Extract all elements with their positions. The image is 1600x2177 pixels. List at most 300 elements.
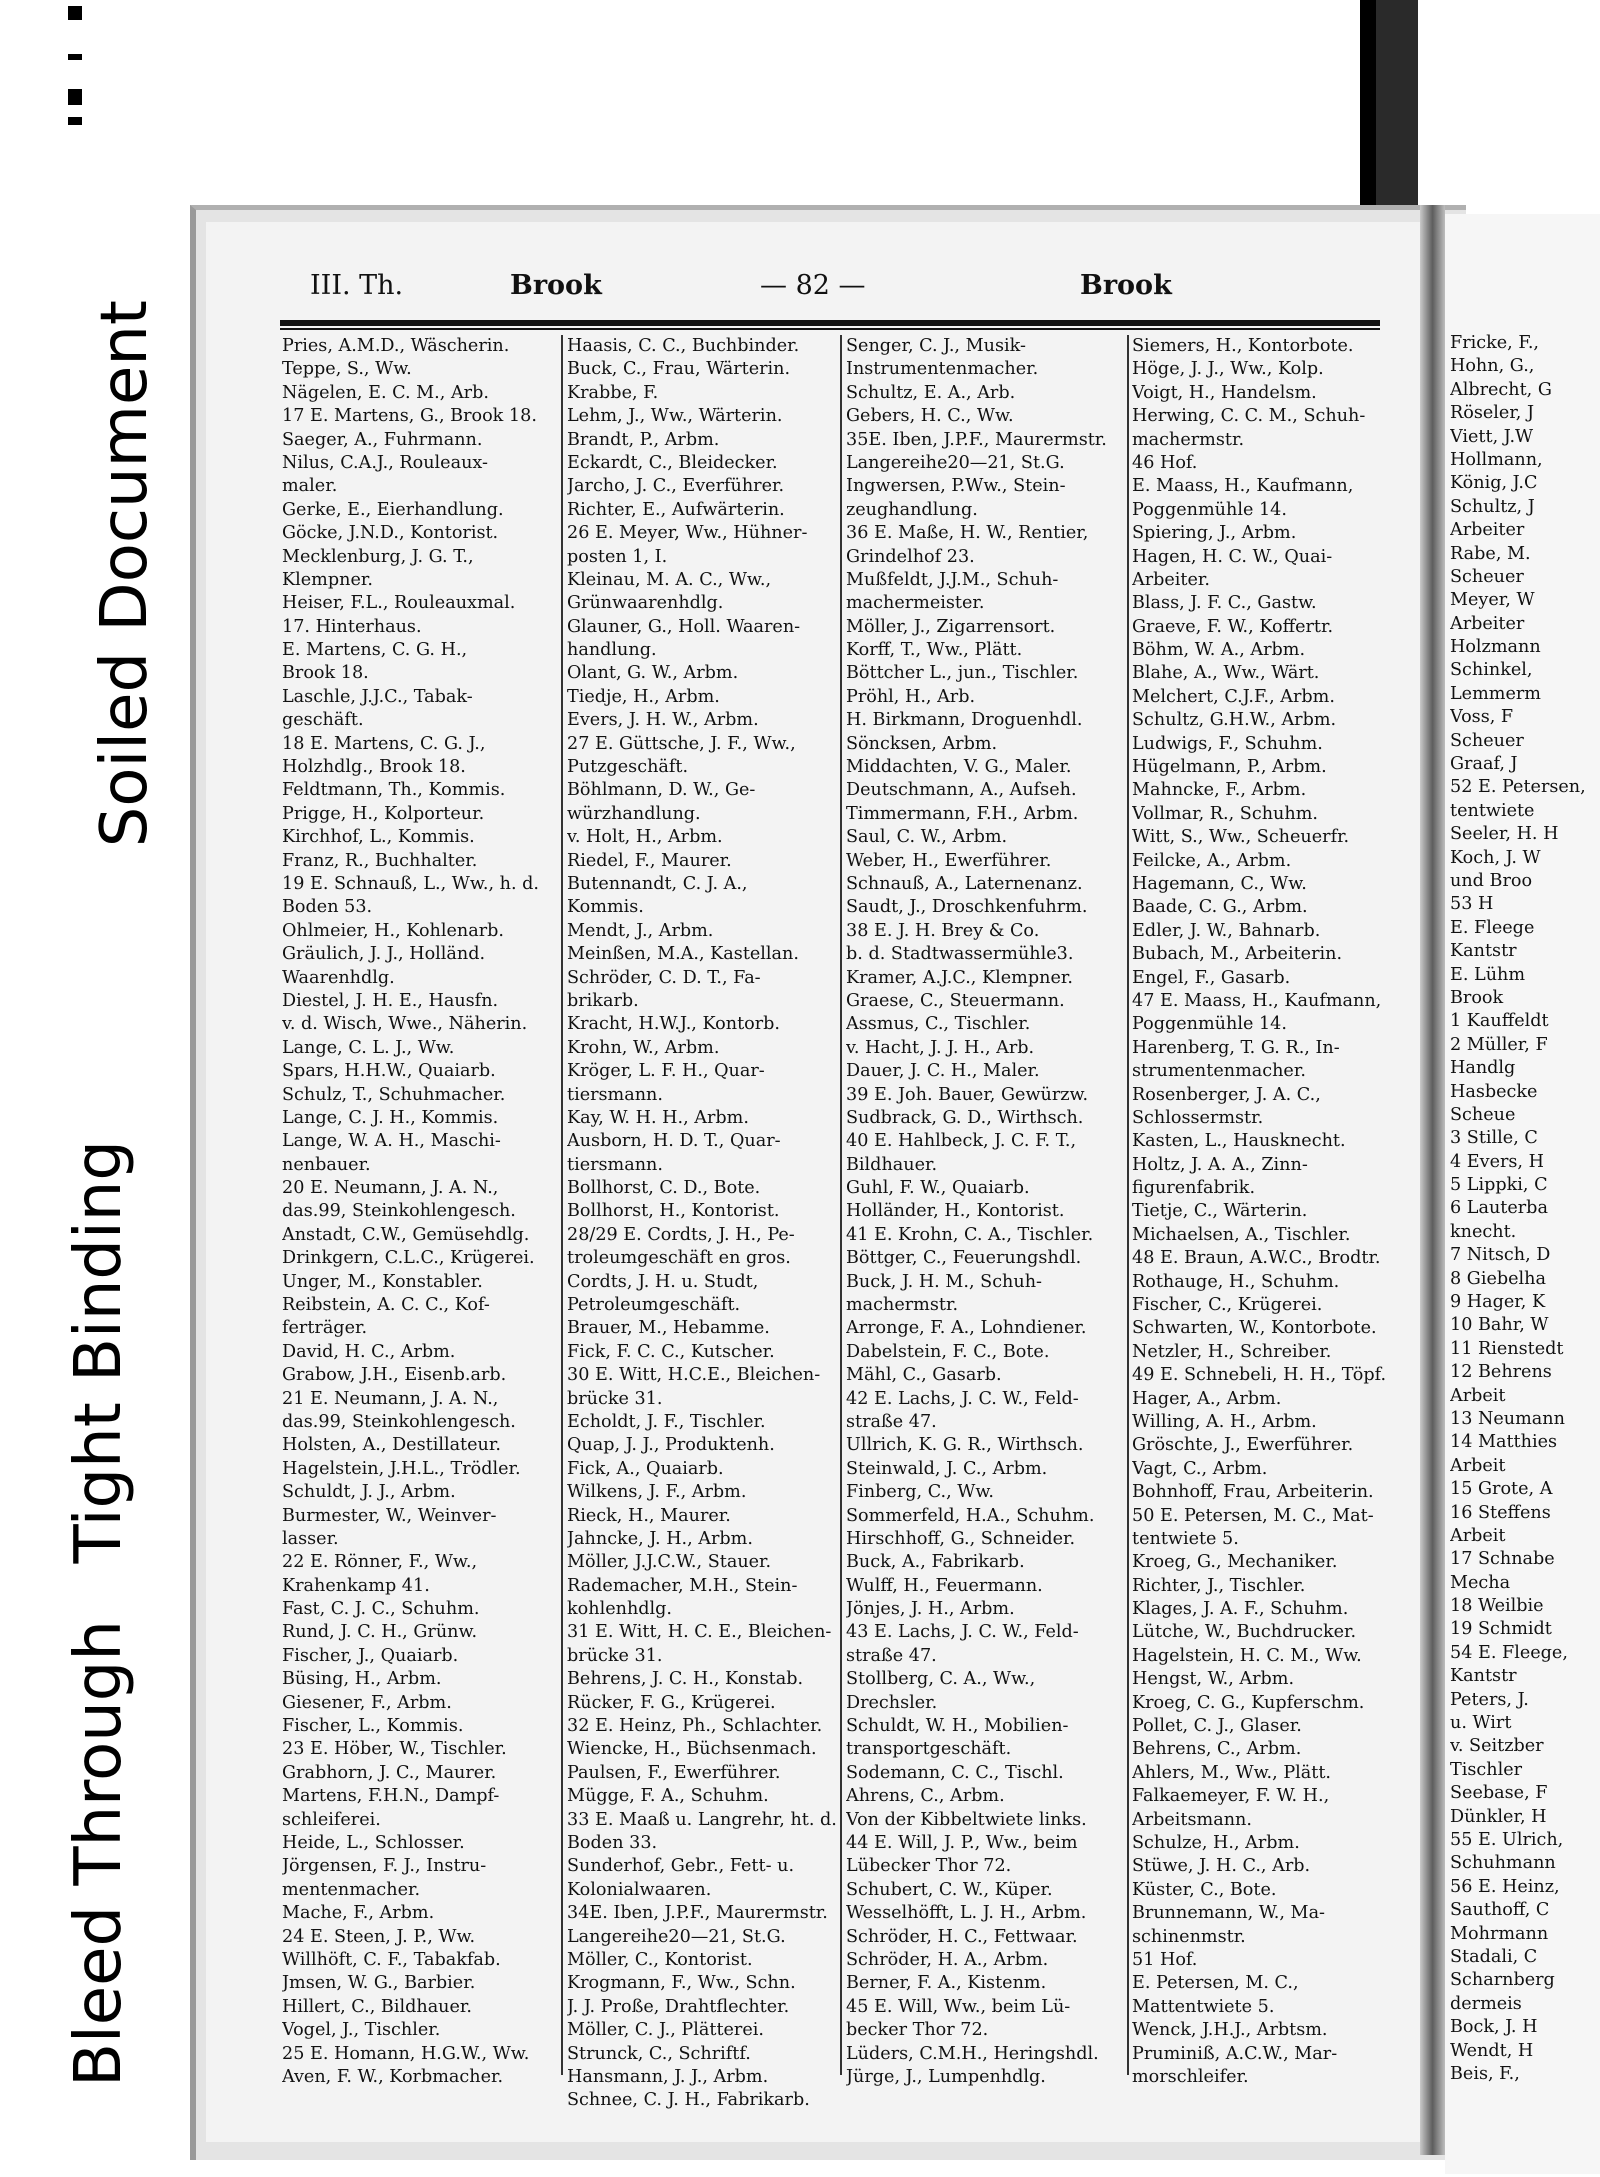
- directory-entry-line: Scheuer: [1450, 730, 1524, 751]
- directory-entry-line: Witt, S., Ww., Scheuerfr.: [1132, 827, 1350, 848]
- directory-entry-line: Finberg, C., Ww.: [846, 1482, 994, 1503]
- directory-entry-line: Ahlers, M., Ww., Plätt.: [1132, 1762, 1332, 1783]
- directory-entry-line: machermstr.: [846, 1295, 959, 1316]
- directory-entry-line: Unger, M., Konstabler.: [282, 1271, 483, 1292]
- directory-entry-line: Hirschhoff, G., Schneider.: [846, 1528, 1076, 1549]
- directory-entry-line: 14 Matthies: [1450, 1432, 1558, 1453]
- directory-entry-line: Harenberg, T. G. R., In-: [1132, 1037, 1340, 1058]
- directory-entry-line: Kracht, H.W.J., Kontorb.: [567, 1014, 781, 1035]
- directory-entry-line: brikarb.: [567, 990, 639, 1011]
- directory-entry-line: Burmester, W., Weinver-: [282, 1505, 497, 1526]
- directory-entry-line: Tiedje, H., Arbm.: [567, 686, 720, 707]
- directory-entry-line: David, H. C., Arbm.: [282, 1341, 456, 1362]
- directory-entry-line: 8 Giebelha: [1450, 1268, 1547, 1289]
- directory-entry-line: 2 Müller, F: [1450, 1034, 1548, 1055]
- directory-entry-line: machermstr.: [1132, 429, 1245, 450]
- cropped-label-fragment: [50, 0, 90, 290]
- directory-entry-line: Martens, F.H.N., Dampf-: [282, 1786, 500, 1807]
- directory-entry-line: Viett, J.W: [1450, 426, 1534, 447]
- directory-entry-line: Teppe, S., Ww.: [282, 359, 412, 380]
- directory-entry-line: 56 E. Heinz,: [1450, 1876, 1560, 1897]
- directory-entry-line: morschleifer.: [1132, 2066, 1249, 2087]
- directory-entry-line: Dabelstein, F. C., Bote.: [846, 1341, 1050, 1362]
- directory-entry-line: 48 E. Braun, A.W.C., Brodtr.: [1132, 1248, 1381, 1269]
- directory-entry-line: Ahrens, C., Arbm.: [846, 1786, 1005, 1807]
- directory-entry-line: Handlg: [1450, 1058, 1516, 1079]
- directory-entry-line: Edler, J. W., Bahnarb.: [1132, 920, 1321, 941]
- directory-entry-line: Rademacher, M.H., Stein-: [567, 1575, 798, 1596]
- column-divider: [840, 335, 842, 2075]
- directory-entry-line: 21 E. Neumann, J. A. N.,: [282, 1388, 499, 1409]
- directory-entry-line: Stüwe, J. H. C., Arb.: [1132, 1856, 1311, 1877]
- directory-entry-line: Spiering, J., Arbm.: [1132, 523, 1297, 544]
- directory-entry-line: Jmsen, W. G., Barbier.: [282, 1973, 476, 1994]
- directory-entry-line: E. Lühm: [1450, 964, 1526, 985]
- directory-entry-line: 16 Steffens: [1450, 1502, 1551, 1523]
- directory-entry-line: 22 E. Rönner, F., Ww.,: [282, 1552, 478, 1573]
- directory-entry-line: Brandt, P., Arbm.: [567, 429, 720, 450]
- directory-entry-line: b. d. Stadtwassermühle3.: [846, 944, 1074, 965]
- directory-entry-line: Arbeit: [1450, 1455, 1506, 1476]
- directory-entry-line: Nägelen, E. C. M., Arb.: [282, 382, 489, 403]
- directory-entry-line: Hügelmann, P., Arbm.: [1132, 757, 1327, 778]
- directory-entry-line: E. Fleege: [1450, 917, 1535, 938]
- directory-entry-line: Richter, E., Aufwärterin.: [567, 499, 785, 520]
- directory-entry-line: Diestel, J. H. E., Hausfn.: [282, 990, 499, 1011]
- directory-entry-line: Saudt, J., Droschkenfuhrm.: [846, 897, 1088, 918]
- directory-entry-line: Wendt, H: [1450, 2040, 1534, 2061]
- directory-entry-line: Schuldt, J. J., Arbm.: [282, 1482, 456, 1503]
- directory-entry-line: Schultz, E. A., Arb.: [846, 382, 1016, 403]
- directory-entry-line: Grindelhof 23.: [846, 546, 975, 567]
- directory-entry-line: Feldtmann, Th., Kommis.: [282, 780, 506, 801]
- directory-entry-line: tiersmann.: [567, 1154, 663, 1175]
- directory-entry-line: Fick, F. C. C., Kutscher.: [567, 1341, 775, 1362]
- directory-entry-line: Jönjes, J. H., Arbm.: [846, 1599, 1015, 1620]
- directory-entry-line: 15 Grote, A: [1450, 1479, 1553, 1500]
- directory-entry-line: 10 Bahr, W: [1450, 1315, 1549, 1336]
- directory-entry-line: Buck, C., Frau, Wärterin.: [567, 359, 791, 380]
- directory-entry-line: Vollmar, R., Schuhm.: [1132, 803, 1318, 824]
- directory-entry-line: Scheuer: [1450, 566, 1524, 587]
- directory-entry-line: 40 E. Hahlbeck, J. C. F. T.,: [846, 1131, 1077, 1152]
- directory-entry-line: 3 Stille, C: [1450, 1128, 1538, 1149]
- directory-entry-line: brücke 31.: [567, 1645, 663, 1666]
- directory-entry-line: Falkaemeyer, F. W. H.,: [1132, 1786, 1330, 1807]
- directory-entry-line: Pollet, C. J., Glaser.: [1132, 1716, 1302, 1737]
- directory-entry-line: Vagt, C., Arbm.: [1132, 1458, 1268, 1479]
- directory-entry-line: kohlenhdlg.: [567, 1599, 673, 1620]
- page-number: — 82 —: [760, 270, 866, 301]
- directory-entry-line: Rieck, H., Maurer.: [567, 1505, 731, 1526]
- directory-entry-line: und Broo: [1450, 870, 1533, 891]
- directory-entry-line: Hollmann,: [1450, 449, 1543, 470]
- directory-entry-line: Hasbecke: [1450, 1081, 1538, 1102]
- directory-entry-line: Schulze, H., Arbm.: [1132, 1833, 1300, 1853]
- directory-entry-line: Willing, A. H., Arbm.: [1132, 1411, 1317, 1432]
- directory-entry-line: Böhlmann, D. W., Ge-: [567, 780, 756, 801]
- directory-entry-line: Möller, J., Zigarrensort.: [846, 616, 1056, 637]
- directory-entry-line: Pruminiß, A.C.W., Mar-: [1132, 2043, 1338, 2064]
- directory-entry-line: Arbeiter.: [1132, 569, 1210, 590]
- directory-entry-line: 35E. Iben, J.P.F., Maurermstr.: [846, 429, 1107, 450]
- directory-entry-line: Schuhmann: [1450, 1853, 1556, 1874]
- directory-entry-line: v. Hacht, J. J. H., Arb.: [846, 1037, 1035, 1058]
- directory-entry-line: 17 E. Martens, G., Brook 18.: [282, 406, 537, 427]
- directory-entry-line: Michaelsen, A., Tischler.: [1132, 1224, 1351, 1245]
- directory-entry-line: Tietje, C., Wärterin.: [1132, 1201, 1308, 1222]
- directory-entry-line: Stollberg, C. A., Ww.,: [846, 1669, 1036, 1690]
- directory-entry-line: Middachten, V. G., Maler.: [846, 757, 1072, 778]
- directory-entry-line: Brauer, M., Hebamme.: [567, 1318, 770, 1339]
- directory-entry-line: Lemmerm: [1450, 683, 1541, 704]
- directory-entry-line: handlung.: [567, 640, 657, 661]
- directory-entry-line: Peters, J.: [1450, 1689, 1529, 1710]
- directory-entry-line: Schnauß, A., Laternenanz.: [846, 873, 1083, 894]
- directory-entry-line: Röseler, J: [1450, 403, 1535, 424]
- directory-entry-line: mentenmacher.: [282, 1879, 421, 1900]
- directory-entry-line: 43 E. Lachs, J. C. W., Feld-: [846, 1622, 1079, 1643]
- directory-entry-line: Lüders, C.M.H., Heringshdl.: [846, 2043, 1099, 2064]
- directory-entry-line: Bubach, M., Arbeiterin.: [1132, 944, 1343, 965]
- directory-entry-line: Grabow, J.H., Eisenb.arb.: [282, 1365, 507, 1386]
- directory-entry-line: Hagelstein, J.H.L., Trödler.: [282, 1458, 521, 1479]
- directory-entry-line: 20 E. Neumann, J. A. N.,: [282, 1178, 499, 1199]
- directory-entry-line: 12 Behrens: [1450, 1362, 1552, 1383]
- directory-entry-line: Cordts, J. H. u. Studt,: [567, 1271, 759, 1292]
- directory-entry-line: Petroleumgeschäft.: [567, 1295, 741, 1316]
- directory-entry-line: Drechsler.: [846, 1692, 938, 1713]
- directory-entry-line: Poggenmühle 14.: [1132, 1014, 1287, 1035]
- directory-entry-line: Lange, C. L. J., Ww.: [282, 1037, 455, 1058]
- directory-entry-line: 17 Schnabe: [1450, 1549, 1555, 1570]
- directory-entry-line: Putzgeschäft.: [567, 757, 689, 778]
- directory-entry-line: Arbeitsmann.: [1132, 1809, 1252, 1830]
- directory-entry-line: Riedel, F., Maurer.: [567, 850, 732, 871]
- directory-entry-line: Lange, C. J. H., Kommis.: [282, 1107, 499, 1128]
- directory-entry-line: Echoldt, J. F., Tischler.: [567, 1411, 766, 1432]
- directory-entry-line: becker Thor 72.: [846, 2020, 989, 2041]
- directory-entry-line: Olant, G. W., Arbm.: [567, 663, 739, 684]
- directory-entry-line: tentwiete: [1450, 800, 1535, 821]
- directory-entry-line: Kröger, L. F. H., Quar-: [567, 1061, 765, 1082]
- directory-entry-line: 11 Rienstedt: [1450, 1338, 1564, 1359]
- directory-entry-line: Krohn, W., Arbm.: [567, 1037, 720, 1058]
- directory-entry-line: Vogel, J., Tischler.: [282, 2020, 441, 2041]
- directory-entry-line: Lange, W. A. H., Maschi-: [282, 1131, 501, 1152]
- directory-entry-line: Mähl, C., Gasarb.: [846, 1365, 1002, 1386]
- directory-entry-line: Schröder, H. A., Arbm.: [846, 1949, 1049, 1970]
- scan-background-corner: [1360, 0, 1600, 220]
- directory-entry-line: Berner, F. A., Kistenm.: [846, 1973, 1047, 1994]
- directory-entry-line: Sauthoff, C: [1450, 1900, 1550, 1921]
- directory-entry-line: Franz, R., Buchhalter.: [282, 850, 478, 871]
- directory-column-2: [567, 335, 837, 2113]
- directory-entry-line: 4 Evers, H: [1450, 1151, 1544, 1172]
- directory-entry-line: 39 E. Joh. Bauer, Gewürzw.: [846, 1084, 1089, 1105]
- directory-entry-line: geschäft.: [282, 710, 364, 731]
- directory-entry-line: Seebase, F: [1450, 1783, 1548, 1804]
- directory-entry-line: machermeister.: [846, 593, 985, 614]
- directory-entry-line: Höge, J. J., Ww., Kolp.: [1132, 359, 1324, 380]
- directory-entry-line: Glauner, G., Holl. Waaren-: [567, 616, 801, 637]
- directory-entry-line: lasser.: [282, 1528, 339, 1549]
- directory-entry-line: Instrumentenmacher.: [846, 359, 1039, 380]
- directory-entry-line: Kroeg, G., Mechaniker.: [1132, 1552, 1338, 1573]
- directory-entry-line: Mattentwiete 5.: [1132, 1996, 1275, 2017]
- directory-entry-line: Pröhl, H., Arb.: [846, 686, 976, 707]
- directory-column-1: [282, 335, 558, 2089]
- directory-entry-line: Dauer, J. C. H., Maler.: [846, 1061, 1040, 1082]
- directory-entry-line: Rund, J. C. H., Grünw.: [282, 1622, 478, 1643]
- directory-entry-line: Grabhorn, J. C., Maurer.: [282, 1762, 497, 1783]
- directory-entry-line: Krahenkamp 41.: [282, 1575, 430, 1596]
- directory-entry-line: Meyer, W: [1450, 590, 1535, 611]
- directory-entry-line: Krabbe, F.: [567, 382, 659, 403]
- directory-entry-line: Wiencke, H., Büchsenmach.: [567, 1739, 817, 1760]
- directory-entry-line: das.99, Steinkohlengesch.: [282, 1411, 516, 1432]
- directory-entry-line: Strunck, C., Schriftf.: [567, 2043, 751, 2064]
- directory-entry-line: Hengst, W., Arbm.: [1132, 1669, 1295, 1690]
- directory-entry-line: H. Birkmann, Droguenhdl.: [846, 710, 1083, 731]
- directory-entry-line: Engel, F., Gasarb.: [1132, 967, 1291, 988]
- directory-entry-line: Schröder, H. C., Fettwaar.: [846, 1926, 1078, 1947]
- directory-entry-line: Graaf, J: [1450, 754, 1518, 775]
- directory-entry-line: Jarcho, J. C., Everführer.: [567, 476, 785, 497]
- directory-entry-line: Von der Kibbeltwiete links.: [846, 1809, 1087, 1830]
- directory-entry-line: brücke 31.: [567, 1388, 663, 1409]
- directory-entry-line: Hansmann, J. J., Arbm.: [567, 2066, 769, 2087]
- directory-entry-line: Arbeit: [1450, 1385, 1506, 1406]
- directory-entry-line: das.99, Steinkohlengesch.: [282, 1201, 516, 1222]
- directory-entry-line: troleumgeschäft en gros.: [567, 1248, 791, 1269]
- directory-entry-line: Weber, H., Ewerführer.: [846, 850, 1052, 871]
- directory-entry-line: Heiser, F.L., Rouleauxmal.: [282, 593, 516, 614]
- directory-entry-line: 49 E. Schnebeli, H. H., Töpf.: [1132, 1365, 1387, 1386]
- directory-entry-line: König, J.C: [1450, 473, 1538, 494]
- directory-entry-line: Senger, C. J., Musik-: [846, 336, 1026, 356]
- directory-entry-line: Guhl, F. W., Quaiarb.: [846, 1178, 1030, 1199]
- directory-entry-line: 6 Lauterba: [1450, 1198, 1548, 1219]
- directory-entry-line: Krogmann, F., Ww., Schn.: [567, 1973, 796, 1994]
- directory-entry-line: Mahncke, F., Arbm.: [1132, 780, 1307, 801]
- directory-entry-line: 47 E. Maass, H., Kaufmann,: [1132, 990, 1382, 1011]
- directory-entry-line: Korff, T., Ww., Plätt.: [846, 640, 1023, 661]
- directory-entry-line: 42 E. Lachs, J. C. W., Feld-: [846, 1388, 1079, 1409]
- directory-entry-line: strumentenmacher.: [1132, 1061, 1306, 1082]
- directory-entry-line: Sunderhof, Gebr., Fett- u.: [567, 1856, 795, 1877]
- directory-entry-line: Butennandt, C. J. A.,: [567, 873, 748, 894]
- directory-entry-line: knecht.: [1450, 1221, 1517, 1242]
- directory-entry-line: Jörgensen, F. J., Instru-: [282, 1856, 487, 1877]
- directory-entry-line: Gräulich, J. J., Holländ.: [282, 944, 486, 965]
- directory-entry-line: Meinßen, M.A., Kastellan.: [567, 944, 799, 965]
- directory-entry-line: Klages, J. A. F., Schuhm.: [1132, 1599, 1349, 1620]
- directory-entry-line: Kramer, A.J.C., Klempner.: [846, 967, 1073, 988]
- directory-entry-line: Blass, J. F. C., Gastw.: [1132, 593, 1317, 614]
- directory-entry-line: Wesselhöfft, L. J. H., Arbm.: [846, 1903, 1087, 1924]
- directory-entry-line: 17. Hinterhaus.: [282, 616, 422, 637]
- directory-entry-line: Möller, C., Kontorist.: [567, 1949, 753, 1970]
- directory-entry-line: Brook: [1450, 987, 1504, 1008]
- directory-entry-line: Fischer, J., Quaiarb.: [282, 1645, 459, 1666]
- directory-entry-line: posten 1, I.: [567, 546, 668, 567]
- directory-entry-line: Behrens, C., Arbm.: [1132, 1739, 1302, 1760]
- directory-entry-line: Feilcke, A., Arbm.: [1132, 850, 1292, 871]
- directory-entry-line: 52 E. Petersen,: [1450, 777, 1586, 798]
- directory-entry-line: dermeis: [1450, 1993, 1522, 2014]
- directory-entry-line: Gröschte, J., Ewerführer.: [1132, 1435, 1354, 1456]
- directory-entry-line: 23 E. Höber, W., Tischler.: [282, 1739, 507, 1760]
- directory-entry-line: Rothauge, H., Schuhm.: [1132, 1271, 1340, 1292]
- street-name-right: Brook: [1080, 270, 1172, 301]
- directory-entry-line: E. Petersen, M. C.,: [1132, 1973, 1299, 1994]
- bleed-through-label: Bleed Through: [62, 1620, 136, 2087]
- adjacent-page: [1445, 214, 1600, 2174]
- directory-entry-line: Lübecker Thor 72.: [846, 1856, 1012, 1877]
- directory-entry-line: Rücker, F. G., Krügerei.: [567, 1692, 776, 1713]
- dark-shadow: [1376, 0, 1418, 220]
- section-label: III. Th.: [310, 270, 404, 301]
- directory-entry-line: v. Holt, H., Arbm.: [567, 827, 723, 848]
- directory-entry-line: Schröder, C. D. T., Fa-: [567, 967, 761, 988]
- directory-entry-line: Schwarten, W., Kontorbote.: [1132, 1318, 1377, 1339]
- column-divider: [1127, 335, 1129, 2075]
- directory-entry-line: Mache, F., Arbm.: [282, 1903, 435, 1924]
- directory-entry-line: 33 E. Maaß u. Langrehr, ht. d.: [567, 1809, 837, 1830]
- directory-entry-line: Schulz, T., Schuhmacher.: [282, 1084, 506, 1105]
- directory-entry-line: Wenck, J.H.J., Arbtsm.: [1132, 2020, 1328, 2041]
- directory-entry-line: tiersmann.: [567, 1084, 663, 1105]
- directory-entry-line: tentwiete 5.: [1132, 1528, 1239, 1549]
- directory-entry-line: Netzler, H., Schreiber.: [1132, 1341, 1332, 1362]
- directory-entry-line: 50 E. Petersen, M. C., Mat-: [1132, 1505, 1374, 1526]
- adjacent-page-column: [1450, 332, 1600, 2086]
- directory-entry-line: Mecha: [1450, 1572, 1511, 1593]
- directory-entry-line: Dünkler, H: [1450, 1806, 1547, 1827]
- directory-entry-line: Schubert, C. W., Küper.: [846, 1879, 1053, 1900]
- directory-entry-line: 7 Nitsch, D: [1450, 1245, 1551, 1266]
- directory-entry-line: Koch, J. W: [1450, 847, 1541, 868]
- directory-entry-line: 24 E. Steen, J. P., Ww.: [282, 1926, 476, 1947]
- directory-entry-line: Pries, A.M.D., Wäscherin.: [282, 336, 510, 356]
- directory-entry-line: 25 E. Homann, H.G.W., Ww.: [282, 2043, 530, 2064]
- directory-entry-line: zeughandlung.: [846, 499, 978, 520]
- directory-entry-line: straße 47.: [846, 1411, 937, 1432]
- directory-entry-line: u. Wirt: [1450, 1713, 1512, 1734]
- directory-entry-line: Kirchhof, L., Kommis.: [282, 827, 475, 848]
- directory-entry-line: Voss, F: [1450, 707, 1514, 728]
- directory-entry-line: Baade, C. G., Arbm.: [1132, 897, 1308, 918]
- directory-entry-line: 45 E. Will, Ww., beim Lü-: [846, 1996, 1071, 2017]
- directory-entry-line: schleiferei.: [282, 1809, 381, 1830]
- directory-entry-line: Sodemann, C. C., Tischl.: [846, 1762, 1064, 1783]
- directory-entry-line: Buck, A., Fabrikarb.: [846, 1552, 1025, 1573]
- directory-entry-line: Göcke, J.N.D., Kontorist.: [282, 523, 499, 544]
- directory-entry-line: Rosenberger, J. A. C.,: [1132, 1084, 1321, 1105]
- directory-entry-line: Kantstr: [1450, 1666, 1517, 1687]
- directory-entry-line: Seeler, H. H: [1450, 824, 1559, 845]
- directory-entry-line: Sommerfeld, H.A., Schuhm.: [846, 1505, 1095, 1526]
- directory-entry-line: 5 Lippki, C: [1450, 1175, 1548, 1196]
- directory-entry-line: 31 E. Witt, H. C. E., Bleichen-: [567, 1622, 832, 1643]
- directory-entry-line: Schuldt, W. H., Mobilien-: [846, 1716, 1069, 1737]
- directory-entry-line: Graeve, F. W., Koffertr.: [1132, 616, 1334, 637]
- directory-entry-line: Hagen, H. C. W., Quai-: [1132, 546, 1333, 567]
- directory-entry-line: Arronge, F. A., Lohndiener.: [846, 1318, 1087, 1339]
- directory-entry-line: Anstadt, C.W., Gemüsehdlg.: [282, 1224, 530, 1245]
- column-divider: [561, 335, 563, 2075]
- directory-entry-line: Aven, F. W., Korbmacher.: [282, 2066, 504, 2087]
- directory-entry-line: 55 E. Ulrich,: [1450, 1830, 1564, 1850]
- directory-entry-line: Sudbrack, G. D., Wirthsch.: [846, 1107, 1084, 1128]
- directory-entry-line: Ullrich, K. G. R., Wirthsch.: [846, 1435, 1084, 1456]
- directory-entry-line: Fricke, F.,: [1450, 333, 1540, 353]
- page-header: [310, 270, 1170, 310]
- directory-entry-line: Kleinau, M. A. C., Ww.,: [567, 569, 772, 590]
- directory-entry-line: Wilkens, J. F., Arbm.: [567, 1482, 747, 1503]
- directory-entry-line: Hagemann, C., Ww.: [1132, 873, 1307, 894]
- directory-entry-line: Voigt, H., Handelsm.: [1132, 382, 1317, 403]
- directory-entry-line: Beis, F.,: [1450, 2063, 1520, 2084]
- directory-entry-line: Kay, W. H. H., Arbm.: [567, 1107, 749, 1128]
- directory-entry-line: Mendt, J., Arbm.: [567, 920, 714, 941]
- directory-entry-line: Jürge, J., Lumpenhdlg.: [846, 2066, 1046, 2087]
- directory-entry-line: Schlossermstr.: [1132, 1107, 1264, 1128]
- directory-entry-line: nenbauer.: [282, 1154, 371, 1175]
- tight-binding-label: Tight Binding: [62, 1140, 136, 1564]
- directory-entry-line: Arbeiter: [1450, 520, 1525, 541]
- directory-entry-line: Hillert, C., Bildhauer.: [282, 1996, 472, 2017]
- directory-entry-line: Gebers, H. C., Ww.: [846, 406, 1014, 427]
- directory-column-4: [1132, 335, 1402, 2089]
- directory-entry-line: Fast, C. J. C., Schuhm.: [282, 1599, 480, 1620]
- directory-entry-line: Lütche, W., Buchdrucker.: [1132, 1622, 1357, 1643]
- directory-entry-line: 26 E. Meyer, Ww., Hühner-: [567, 523, 808, 544]
- directory-entry-line: Saul, C. W., Arbm.: [846, 827, 1008, 848]
- directory-entry-line: 54 E. Fleege,: [1450, 1642, 1568, 1663]
- directory-entry-line: Holzhdlg., Brook 18.: [282, 757, 466, 778]
- directory-entry-line: Holländer, H., Kontorist.: [846, 1201, 1065, 1222]
- directory-entry-line: Brook 18.: [282, 663, 369, 684]
- directory-entry-line: Bollhorst, C. D., Bote.: [567, 1178, 761, 1199]
- directory-entry-line: Langereihe20—21, St.G.: [567, 1926, 786, 1947]
- directory-entry-line: Drinkgern, C.L.C., Krügerei.: [282, 1248, 535, 1269]
- directory-entry-line: v. d. Wisch, Wwe., Näherin.: [282, 1014, 528, 1035]
- directory-entry-line: 19 Schmidt: [1450, 1619, 1552, 1640]
- directory-entry-line: Boden 53.: [282, 897, 373, 918]
- directory-entry-line: Böhm, W. A., Arbm.: [1132, 640, 1306, 661]
- directory-entry-line: maler.: [282, 476, 338, 497]
- header-rule-thin: [280, 328, 1380, 330]
- directory-entry-line: Arbeiter: [1450, 613, 1525, 634]
- directory-entry-line: Hohn, G.,: [1450, 356, 1535, 377]
- directory-entry-line: Kommis.: [567, 897, 644, 918]
- directory-entry-line: Buck, J. H. M., Schuh-: [846, 1271, 1042, 1292]
- directory-entry-line: Graese, C., Steuermann.: [846, 990, 1065, 1011]
- directory-entry-line: Mügge, F. A., Schuhm.: [567, 1786, 769, 1807]
- header-rule: [280, 320, 1380, 326]
- directory-entry-line: 1 Kauffeldt: [1450, 1011, 1549, 1032]
- directory-entry-line: Bohnhoff, Frau, Arbeiterin.: [1132, 1482, 1374, 1503]
- directory-entry-line: Ausborn, H. D. T., Quar-: [567, 1131, 781, 1152]
- directory-entry-line: Klempner.: [282, 569, 373, 590]
- directory-entry-line: Fischer, L., Kommis.: [282, 1716, 464, 1737]
- directory-entry-line: Behrens, J. C. H., Konstab.: [567, 1669, 804, 1690]
- directory-entry-line: Boden 33.: [567, 1833, 658, 1853]
- directory-entry-line: Timmermann, F.H., Arbm.: [846, 803, 1079, 824]
- directory-entry-line: 19 E. Schnauß, L., Ww., h. d.: [282, 873, 539, 894]
